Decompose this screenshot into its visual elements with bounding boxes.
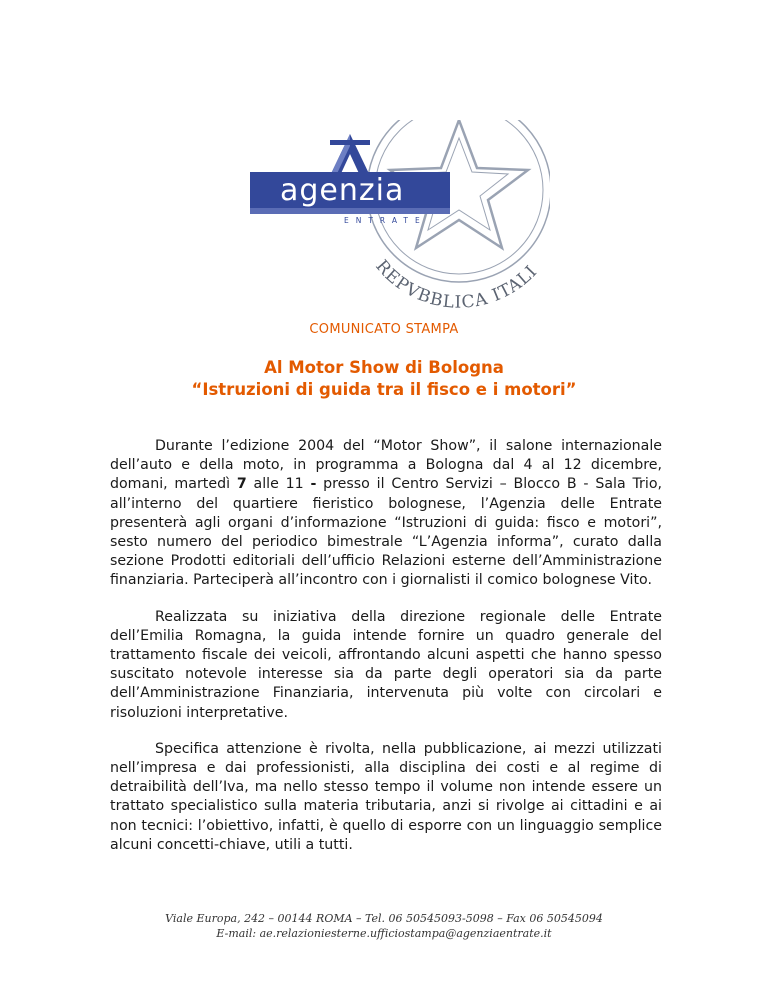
- paragraph-1: [110, 437, 662, 591]
- p1-text-c: presso il Centro Servizi – Blocco B - Sala Trio, all’interno del quartiere fieristico bolognese, l’Agenzia delle Entrate presenterà agli organi d’informazione “Istruzioni di guida: fisco e motori”, sesto numero del periodico bimestrale “L’Agenzia informa”, curato dalla sezione Prodotti editoriali dell’ufficio Relazioni esterne dell’Amministrazione finanziaria. Parteciperà all’incontro con i giornalisti il comico bolognese Vito.: [110, 476, 663, 589]
- footer-address: Viale Europa, 242 – 00144 ROMA – Tel. 06 50545093-5098 – Fax 06 50545094: [165, 912, 603, 925]
- p1-text-a: Durante l’edizione 2004 del “Motor Show”, il salone internazionale dell’auto e della moto, in programma a Bologna dal 4 al 12 dicembre, domani, martedì: [110, 438, 662, 493]
- footer-contacts: [0, 911, 768, 941]
- paragraph-3: Specifica attenzione è rivolta, nella pubblicazione, ai mezzi utilizzati nell’impresa e dai professionisti, alla disciplina dei costi e al regime di detraibilità dell’Iva, ma nello stesso tempo il volume non intende essere un trattato specialistico sulla materia tributaria, anzi si rivolge ai cittadini e ai non tecnici: l’obiettivo, infatti, è quello di esporre con un linguaggio semplice alcuni concetti-chiave, utili a tutti.: [110, 740, 662, 853]
- seal-text: REPVBBLICA ITALI: [371, 256, 542, 310]
- agenzia-entrate-logo: [250, 120, 550, 310]
- title-line-1: Al Motor Show di Bologna: [264, 358, 504, 377]
- title-line-2: “Istruzioni di guida tra il fisco e i motori”: [191, 380, 577, 399]
- p1-bold-day: 7: [236, 476, 247, 493]
- p1-bold-dash: -: [310, 476, 317, 493]
- press-release-label: COMUNICATO STAMPA: [309, 322, 459, 337]
- logo-band-shadow: [250, 208, 450, 214]
- paragraph-2: Realizzata su iniziativa della direzione regionale delle Entrate dell’Emilia Romagna, la guida intende fornire un quadro generale del trattamento fiscale dei veicoli, affrontando alcuni aspetti che hanno spesso suscitato notevole interesse sia da parte degli operatori sia da parte dell’Amministrazione Finanziaria, intervenuta più volte con circolari e risoluzioni interpretative.: [110, 608, 662, 721]
- footer-email: E-mail: ae.relazioniesterne.ufficiostampa@agenziaentrate.it: [216, 927, 552, 940]
- p1-text-b: alle 11: [246, 476, 311, 493]
- logo-word: agenzia: [280, 173, 405, 208]
- logo-graphic: [250, 120, 550, 310]
- body-text: [110, 437, 662, 872]
- logo-subword: ENTRATE: [344, 216, 427, 225]
